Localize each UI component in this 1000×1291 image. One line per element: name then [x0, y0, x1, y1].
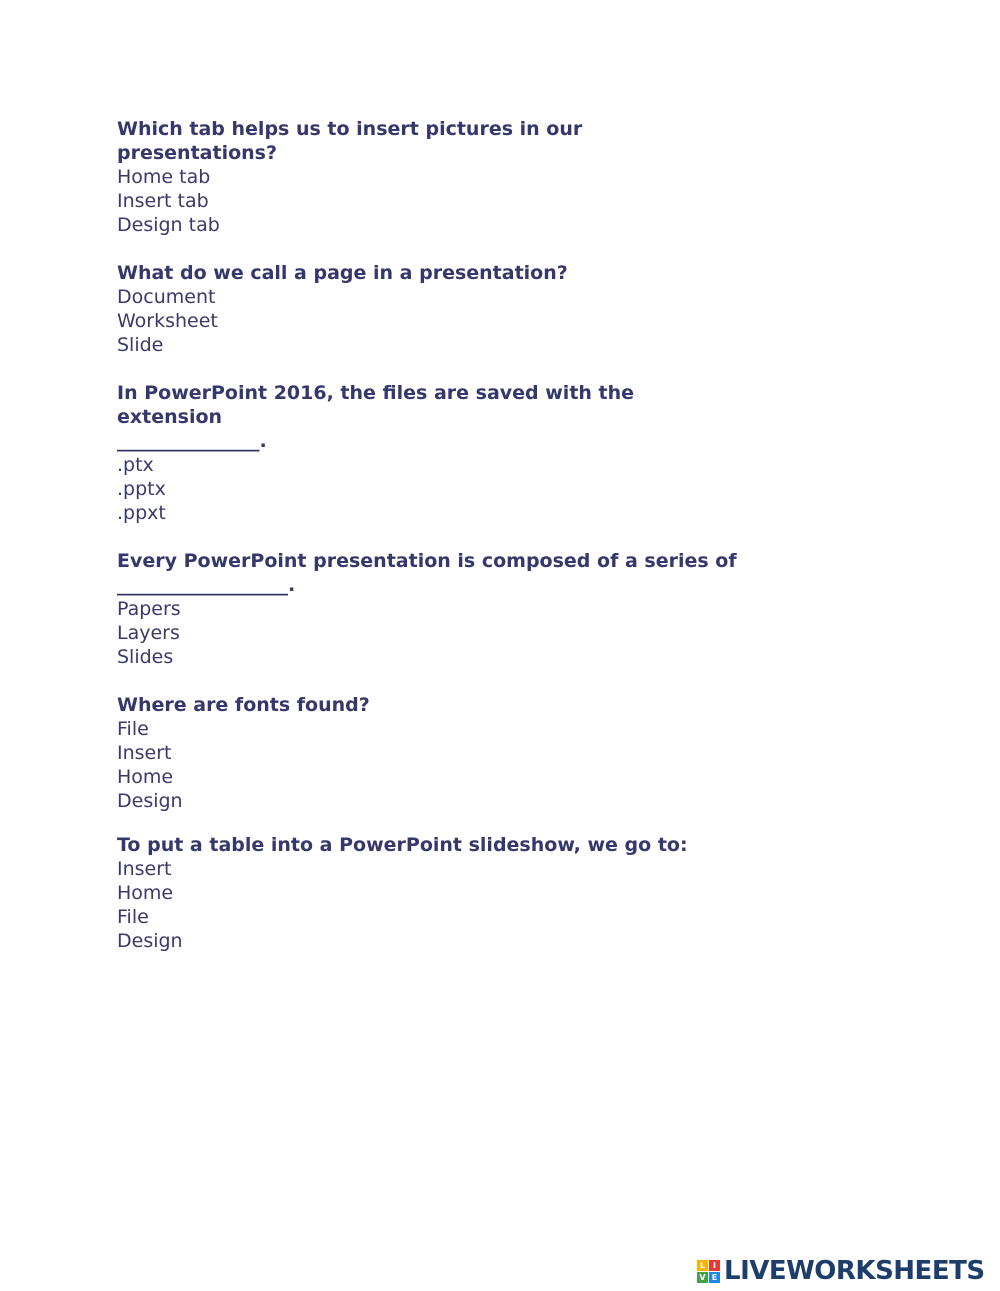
question-5-option-4[interactable]: Design — [117, 790, 183, 812]
question-4-blank: __________________. — [117, 574, 296, 596]
question-6-option-4[interactable]: Design — [117, 930, 183, 952]
question-4-option-2[interactable]: Layers — [117, 622, 180, 644]
question-5-option-3[interactable]: Home — [117, 766, 174, 788]
question-3-blank: _______________. — [117, 430, 267, 452]
question-5-option-2[interactable]: Insert — [117, 742, 172, 764]
question-1-option-2[interactable]: Insert tab — [117, 190, 209, 212]
question-4-option-3[interactable]: Slides — [117, 646, 174, 668]
question-2-title: What do we call a page in a presentation? — [117, 262, 568, 284]
question-6-option-3[interactable]: File — [117, 906, 149, 928]
question-2-option-3[interactable]: Slide — [117, 334, 164, 356]
logo-mark-letter-v: V — [697, 1272, 708, 1283]
question-3-title: In PowerPoint 2016, the files are saved with the extension — [117, 382, 635, 428]
question-6 — [117, 833, 737, 953]
question-6-option-2[interactable]: Home — [117, 882, 174, 904]
logo-mark-letter-l: L — [697, 1260, 708, 1271]
question-3 — [117, 381, 737, 525]
question-5 — [117, 693, 737, 813]
question-2-option-2[interactable]: Worksheet — [117, 310, 218, 332]
question-2-option-1[interactable]: Document — [117, 286, 216, 308]
question-5-option-1[interactable]: File — [117, 718, 149, 740]
question-4-title: Every PowerPoint presentation is composed of a series of — [117, 550, 737, 572]
question-5-title: Where are fonts found? — [117, 694, 370, 716]
logo-mark-letter-i: I — [709, 1260, 720, 1271]
question-4 — [117, 549, 737, 669]
question-3-option-1[interactable]: .ptx — [117, 454, 154, 476]
question-1-option-1[interactable]: Home tab — [117, 166, 211, 188]
liveworksheets-logo-text: LIVEWORKSHEETS — [724, 1256, 985, 1286]
question-4-option-1[interactable]: Papers — [117, 598, 181, 620]
liveworksheets-logo-icon — [697, 1260, 720, 1283]
question-1 — [117, 117, 737, 237]
question-2 — [117, 261, 737, 357]
question-6-option-1[interactable]: Insert — [117, 858, 172, 880]
question-3-option-2[interactable]: .pptx — [117, 478, 166, 500]
question-1-title: Which tab helps us to insert pictures in our presentations? — [117, 118, 583, 164]
question-3-option-3[interactable]: .ppxt — [117, 502, 166, 524]
worksheet-content — [117, 117, 737, 977]
question-6-title: To put a table into a PowerPoint slideshow, we go to: — [117, 834, 688, 856]
logo-mark-letter-e: E — [709, 1272, 720, 1283]
question-1-option-3[interactable]: Design tab — [117, 214, 220, 236]
liveworksheets-logo — [697, 1256, 985, 1286]
